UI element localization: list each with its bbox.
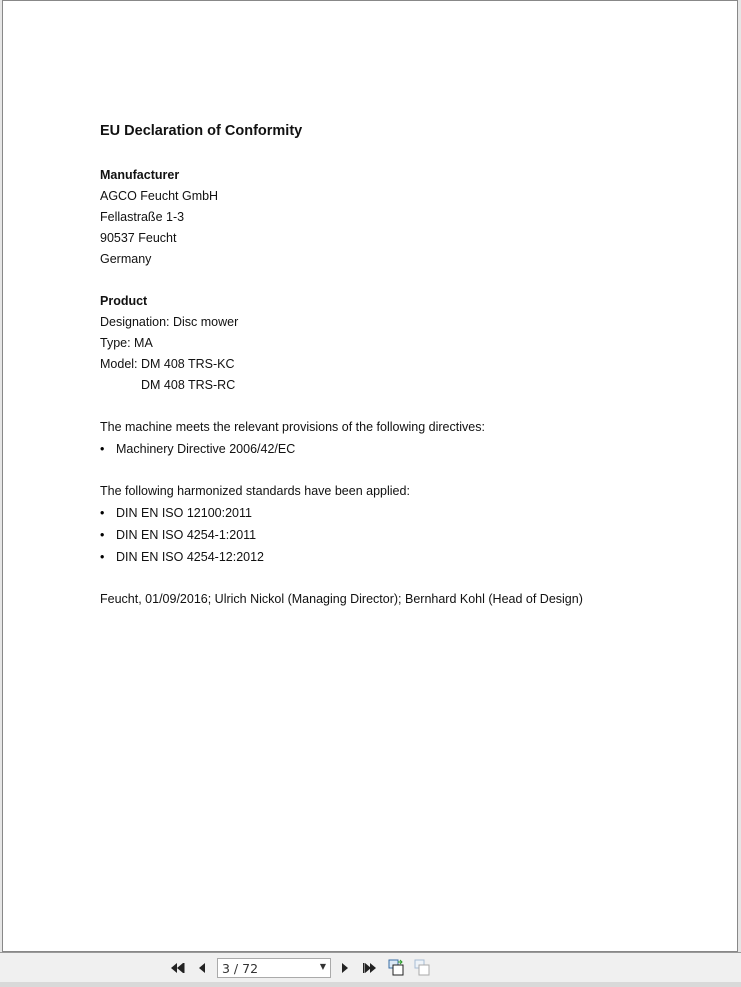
standard-item: DIN EN ISO 12100:2011 bbox=[116, 506, 252, 520]
first-page-button[interactable] bbox=[171, 961, 185, 978]
manufacturer-line: Fellastraße 1-3 bbox=[100, 210, 185, 224]
fit-page-button[interactable] bbox=[388, 959, 404, 979]
doc-title: EU Declaration of Conformity bbox=[100, 123, 303, 139]
page-select-value: 3 / 72 bbox=[222, 961, 259, 976]
next-page-icon bbox=[340, 961, 350, 975]
product-line: Model: DM 408 TRS-KC bbox=[100, 357, 235, 371]
bullet: • bbox=[100, 528, 105, 542]
next-page-button[interactable] bbox=[340, 961, 350, 978]
directives-intro: The machine meets the relevant provisions of the following directives: bbox=[100, 420, 485, 434]
fit-width-icon bbox=[414, 959, 430, 976]
page-navigation-toolbar bbox=[0, 952, 741, 983]
product-line: Designation: Disc mower bbox=[100, 315, 239, 329]
bullet: • bbox=[100, 506, 105, 520]
chevron-down-icon: ▼ bbox=[319, 962, 326, 971]
standards-intro: The following harmonized standards have been applied: bbox=[100, 484, 410, 498]
manufacturer-line: 90537 Feucht bbox=[100, 231, 177, 245]
last-page-button[interactable] bbox=[362, 961, 376, 978]
document-page bbox=[2, 0, 738, 952]
previous-page-icon bbox=[197, 961, 207, 975]
bullet: • bbox=[100, 550, 105, 564]
standard-item: DIN EN ISO 4254-1:2011 bbox=[116, 528, 257, 542]
fit-width-button[interactable] bbox=[414, 959, 430, 979]
product-line: Type: MA bbox=[100, 336, 153, 350]
product-heading: Product bbox=[100, 294, 148, 308]
first-page-icon bbox=[171, 961, 185, 975]
fit-page-icon bbox=[388, 959, 404, 976]
page-select[interactable] bbox=[217, 958, 331, 978]
product-line: DM 408 TRS-RC bbox=[141, 378, 236, 392]
status-strip bbox=[0, 982, 741, 987]
signature-line: Feucht, 01/09/2016; Ulrich Nickol (Managing Director); Bernhard Kohl (Head of Design) bbox=[100, 592, 583, 606]
manufacturer-line: Germany bbox=[100, 252, 152, 266]
last-page-icon bbox=[362, 961, 376, 975]
manufacturer-heading: Manufacturer bbox=[100, 168, 180, 182]
directive-item: Machinery Directive 2006/42/EC bbox=[116, 442, 296, 456]
previous-page-button[interactable] bbox=[197, 961, 207, 978]
manufacturer-line: AGCO Feucht GmbH bbox=[100, 189, 219, 203]
bullet: • bbox=[100, 442, 105, 456]
standard-item: DIN EN ISO 4254-12:2012 bbox=[116, 550, 264, 564]
